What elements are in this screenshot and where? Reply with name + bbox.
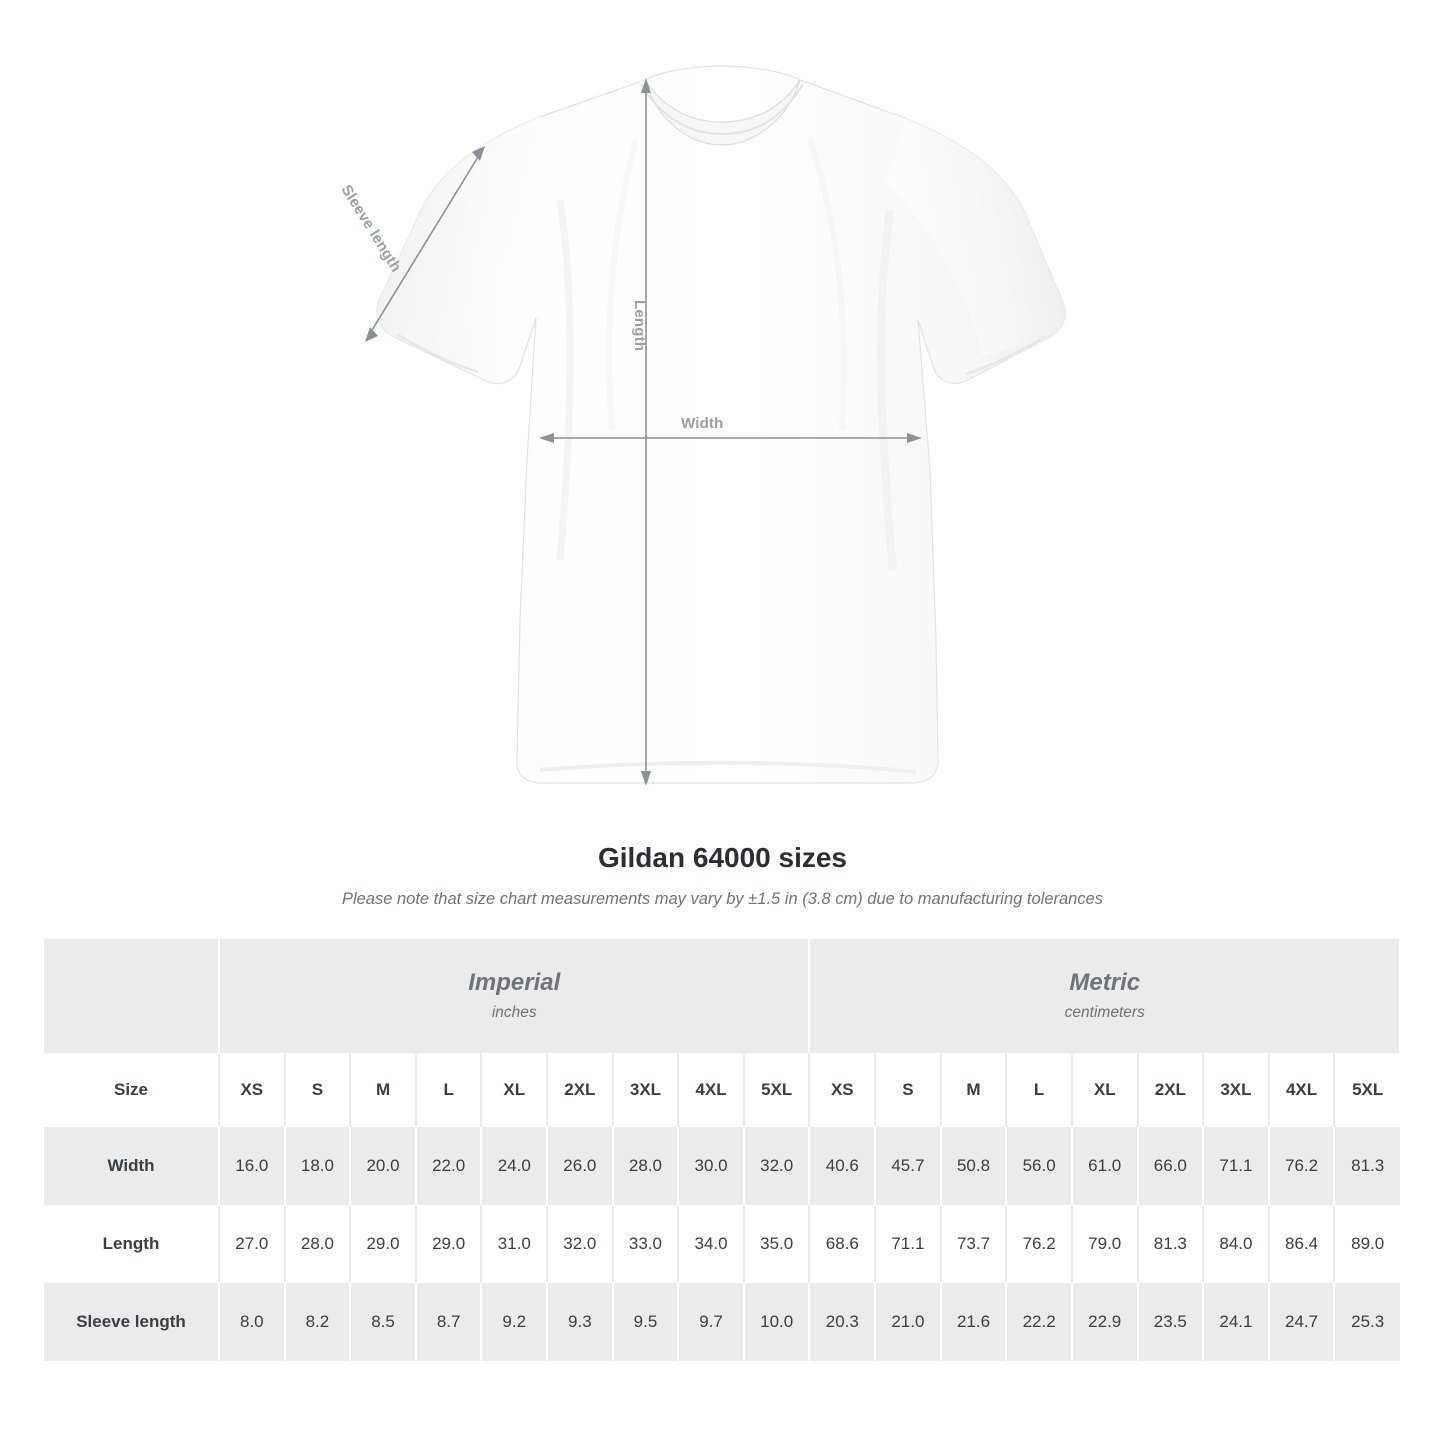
cell: 40.6 [809,1127,875,1205]
cell: 30.0 [678,1127,744,1205]
cell: 24.0 [481,1127,547,1205]
cell: 81.3 [1138,1205,1204,1283]
cell: 35.0 [744,1205,810,1283]
cell: 56.0 [1006,1127,1072,1205]
cell: 8.5 [350,1283,416,1361]
row-label-width: Width [44,1127,219,1205]
system-header-imperial [219,939,809,1053]
cell: 26.0 [547,1127,613,1205]
column-header: L [416,1053,482,1127]
cell: 23.5 [1138,1283,1204,1361]
cell: 28.0 [285,1205,351,1283]
column-header: XS [219,1053,285,1127]
cell: 28.0 [613,1127,679,1205]
column-header: 4XL [678,1053,744,1127]
row-header-label: Size [44,1053,219,1127]
row-label-length: Length [44,1205,219,1283]
cell: 66.0 [1138,1127,1204,1205]
system-name-imperial: Imperial [468,969,561,997]
column-header: 2XL [1138,1053,1204,1127]
cell: 73.7 [941,1205,1007,1283]
cell: 76.2 [1269,1127,1335,1205]
column-header: XL [481,1053,547,1127]
cell: 79.0 [1072,1205,1138,1283]
cell: 71.1 [1203,1127,1269,1205]
cell: 89.0 [1334,1205,1400,1283]
column-header: S [285,1053,351,1127]
column-header: 5XL [744,1053,810,1127]
cell: 81.3 [1334,1127,1400,1205]
table-row [44,1283,1400,1361]
cell: 61.0 [1072,1127,1138,1205]
cell: 71.1 [875,1205,941,1283]
system-unit-metric: centimeters [1064,1003,1145,1021]
cell: 22.2 [1006,1283,1072,1361]
page-title: Gildan 64000 sizes [597,842,848,873]
column-header: S [875,1053,941,1127]
cell: 20.3 [809,1283,875,1361]
cell: 33.0 [613,1205,679,1283]
column-header: XL [1072,1053,1138,1127]
cell: 24.1 [1203,1283,1269,1361]
column-header: XS [809,1053,875,1127]
cell: 84.0 [1203,1205,1269,1283]
cell: 32.0 [744,1127,810,1205]
cell: 8.0 [219,1283,285,1361]
cell: 10.0 [744,1283,810,1361]
cell: 29.0 [416,1205,482,1283]
cell: 18.0 [285,1127,351,1205]
column-header: L [1006,1053,1072,1127]
cell: 16.0 [219,1127,285,1205]
sleeve-arrow-bottom [365,327,378,342]
cell: 45.7 [875,1127,941,1205]
sleeve-length-label: Sleeve length [337,182,405,276]
system-header-metric [809,939,1400,1053]
cell: 22.0 [416,1127,482,1205]
cell: 32.0 [547,1205,613,1283]
column-header: 4XL [1269,1053,1335,1127]
cell: 9.5 [613,1283,679,1361]
column-header: 5XL [1334,1053,1400,1127]
cell: 25.3 [1334,1283,1400,1361]
title-block [0,842,1445,909]
system-name-metric: Metric [1069,969,1141,997]
cell: 68.6 [809,1205,875,1283]
system-unit-imperial: inches [491,1003,537,1021]
size-table-wrap [44,939,1401,1361]
cell: 9.7 [678,1283,744,1361]
cell: 86.4 [1269,1205,1335,1283]
cell: 22.9 [1072,1283,1138,1361]
cell: 8.7 [416,1283,482,1361]
cell: 21.6 [941,1283,1007,1361]
row-label-sleeve-length: Sleeve length [44,1283,219,1361]
length-label: Length [631,300,648,352]
cell: 29.0 [350,1205,416,1283]
cell: 9.3 [547,1283,613,1361]
system-header-blank [44,939,219,1053]
column-header: 3XL [1203,1053,1269,1127]
table-row [44,1127,1400,1205]
cell: 27.0 [219,1205,285,1283]
column-header: 2XL [547,1053,613,1127]
cell: 31.0 [481,1205,547,1283]
cell: 20.0 [350,1127,416,1205]
column-header: M [350,1053,416,1127]
tolerance-note: Please note that size chart measurements may vary by ±1.5 in (3.8 cm) due to manufacturing tolerances [341,890,1104,908]
cell: 21.0 [875,1283,941,1361]
cell: 8.2 [285,1283,351,1361]
table-row [44,1205,1400,1283]
cell: 24.7 [1269,1283,1335,1361]
system-header-row [44,939,1400,1053]
column-header: 3XL [613,1053,679,1127]
column-header-row [44,1053,1400,1127]
cell: 76.2 [1006,1205,1072,1283]
size-table [44,939,1401,1361]
cell: 50.8 [941,1127,1007,1205]
column-header: M [941,1053,1007,1127]
cell: 9.2 [481,1283,547,1361]
cell: 34.0 [678,1205,744,1283]
width-label: Width [681,415,724,432]
